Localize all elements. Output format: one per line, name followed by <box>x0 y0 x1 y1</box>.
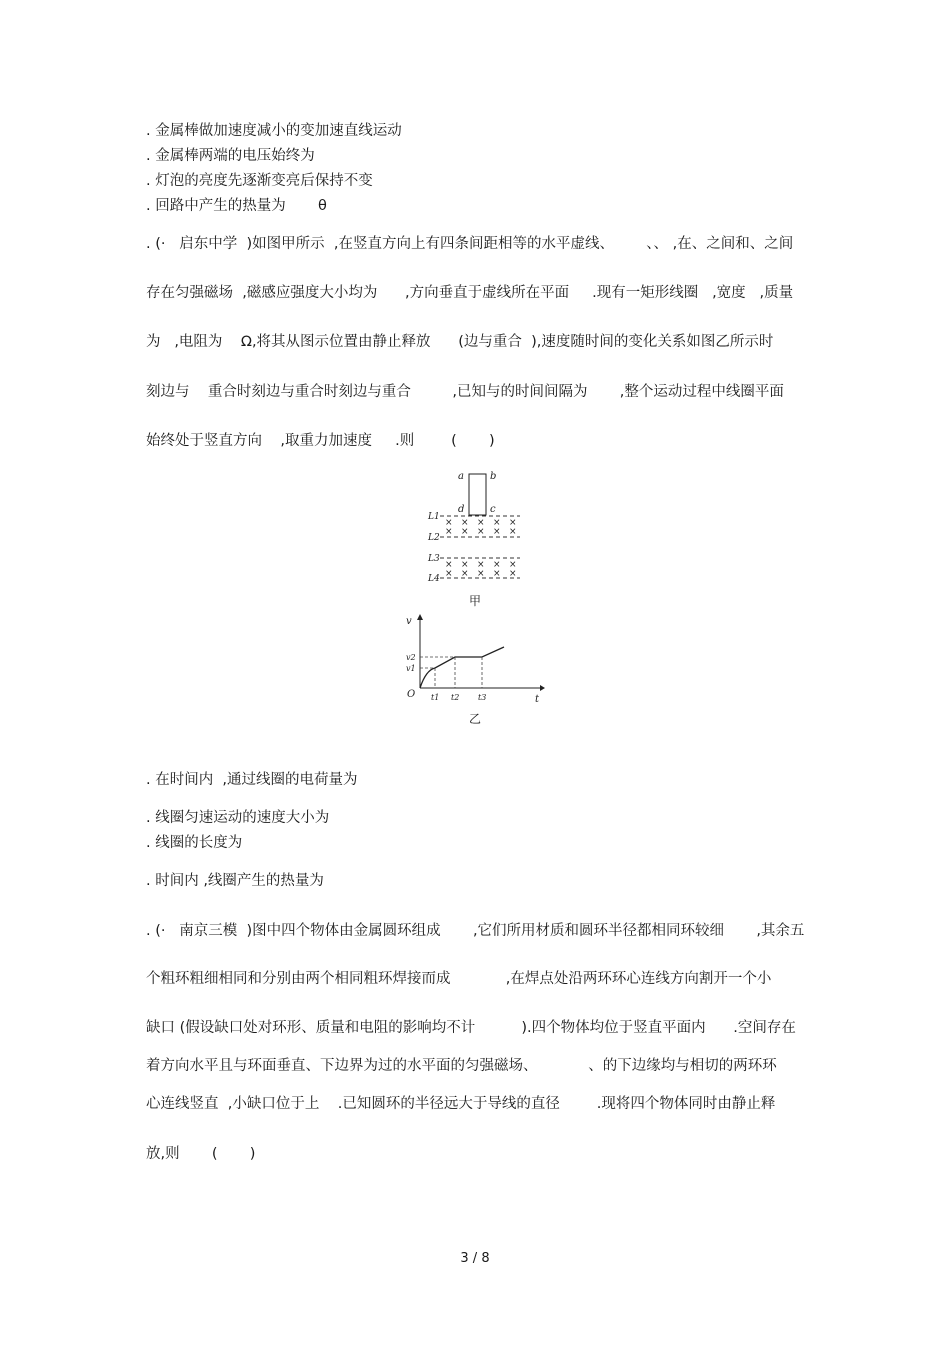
label-L4: L4 <box>428 574 440 584</box>
figure-jia-caption: 甲 <box>469 594 482 608</box>
label-L1: L1 <box>428 512 440 522</box>
coil-field-diagram <box>420 465 530 590</box>
question-line: 存在匀强磁场 ,磁感应强度大小均为 ,方向垂直于虚线所在平面 .现有一矩形线圈 ,宽度 ,质量 <box>146 285 794 301</box>
option-line: . 时间内 ,线圈产生的热量为 <box>146 873 324 889</box>
origin-label: O <box>407 689 416 700</box>
svg-text:×: × <box>477 518 485 528</box>
y-axis-label: v <box>406 616 412 627</box>
option-line: . 线圈的长度为 <box>146 835 243 851</box>
svg-text:×: × <box>477 560 485 570</box>
svg-text:×: × <box>461 560 469 570</box>
svg-text:×: × <box>509 527 517 537</box>
corner-label-b: b <box>490 471 497 482</box>
velocity-curve <box>420 647 504 688</box>
svg-text:×: × <box>445 569 453 579</box>
svg-text:×: × <box>461 569 469 579</box>
option-line: . 回路中产生的热量为 θ <box>146 198 327 214</box>
question-line: 放,则 ( ) <box>146 1146 256 1162</box>
question-line: . (· 启东中学 )如图甲所示 ,在竖直方向上有四条间距相等的水平虚线、 、、 ,在、之间和、之间 <box>146 236 794 252</box>
svg-text:×: × <box>461 518 469 528</box>
question-line: 为 ,电阻为 Ω,将其从图示位置由静止释放 (边与重合 ),速度随时间的变化关系如图乙所示时 <box>146 334 774 350</box>
field-crosses <box>445 518 517 579</box>
question-line: 个粗环粗细相同和分别由两个相同粗环焊接而成 ,在焊点处沿两环环心连线方向割开一个小 <box>146 971 772 987</box>
svg-text:×: × <box>509 518 517 528</box>
option-line: . 金属棒两端的电压始终为 <box>146 148 315 164</box>
question-line: 始终处于竖直方向 ,取重力加速度 .则 ( ) <box>146 433 495 449</box>
x-tick-t2: t2 <box>451 693 460 702</box>
x-tick-t3: t3 <box>478 693 487 702</box>
option-line: . 灯泡的亮度先逐渐变亮后保持不变 <box>146 173 373 189</box>
svg-text:×: × <box>445 560 453 570</box>
corner-label-c: c <box>490 504 496 515</box>
label-L3: L3 <box>428 554 440 564</box>
option-line: . 线圈匀速运动的速度大小为 <box>146 810 330 826</box>
corner-label-a: a <box>458 471 464 482</box>
x-tick-t1: t1 <box>431 693 440 702</box>
figure-yi <box>400 612 545 707</box>
svg-text:×: × <box>493 527 501 537</box>
figure-yi-caption: 乙 <box>469 712 482 726</box>
question-line: . (· 南京三模 )图中四个物体由金属圆环组成 ,它们所用材质和圆环半径都相同环较细 ,其余五 <box>146 923 805 939</box>
svg-text:×: × <box>477 569 485 579</box>
svg-text:×: × <box>445 527 453 537</box>
option-line: . 金属棒做加速度减小的变加速直线运动 <box>146 123 402 139</box>
corner-label-d: d <box>458 504 465 515</box>
svg-text:×: × <box>461 527 469 537</box>
velocity-time-graph <box>400 612 545 707</box>
svg-text:×: × <box>509 569 517 579</box>
svg-text:×: × <box>477 527 485 537</box>
svg-text:×: × <box>493 518 501 528</box>
svg-text:×: × <box>493 569 501 579</box>
figure-jia <box>420 465 530 590</box>
svg-text:×: × <box>445 518 453 528</box>
svg-text:×: × <box>509 560 517 570</box>
svg-text:×: × <box>493 560 501 570</box>
y-tick-v2: v2 <box>406 653 416 662</box>
question-line: 着方向水平且与环面垂直、下边界为过的水平面的匀强磁场、 、的下边缘均与相切的两环环 <box>146 1058 777 1074</box>
label-L2: L2 <box>428 533 440 543</box>
question-line: 缺口 (假设缺口处对环形、质量和电阻的影响均不计 ).四个物体均位于竖直平面内 .空间存在 <box>146 1020 796 1036</box>
question-line: 刻边与 重合时刻边与重合时刻边与重合 ,已知与的时间间隔为 ,整个运动过程中线圈平面 <box>146 384 784 400</box>
option-line: . 在时间内 ,通过线圈的电荷量为 <box>146 772 358 788</box>
x-axis-label: t <box>535 694 540 705</box>
question-line: 心连线竖直 ,小缺口位于上 .已知圆环的半径远大于导线的直径 .现将四个物体同时由静止释 <box>146 1096 776 1112</box>
page-number: 3 / 8 <box>460 1251 490 1266</box>
y-tick-v1: v1 <box>406 664 416 673</box>
